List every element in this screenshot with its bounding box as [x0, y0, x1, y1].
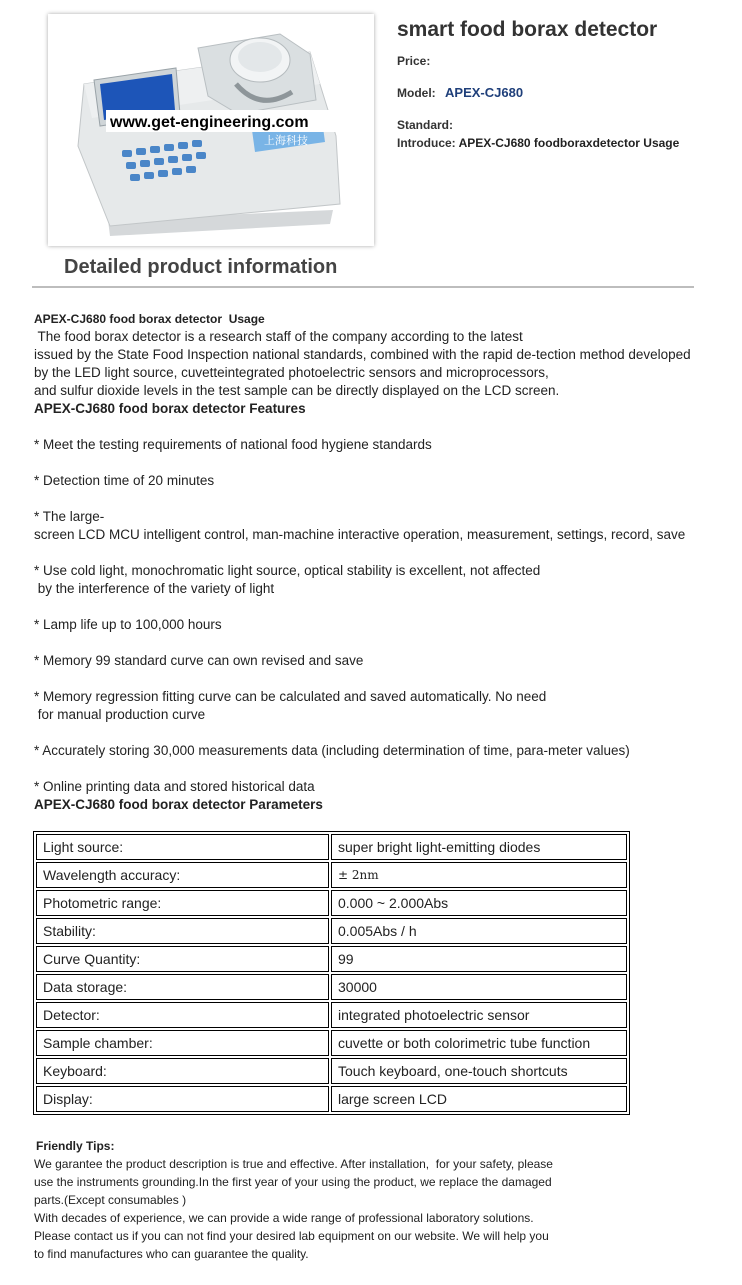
feature-item-continued: for manual production curve — [34, 707, 206, 722]
device-illustration — [48, 14, 374, 246]
tips-line: to find manufactures who can guarantee the quality. — [34, 1247, 309, 1261]
introduce-value: APEX-CJ680 foodboraxdetector Usage — [458, 136, 680, 150]
table-row — [36, 834, 627, 860]
section-divider — [32, 286, 694, 288]
param-key: Stability: — [36, 918, 329, 944]
param-key: Curve Quantity: — [36, 946, 329, 972]
tips-line: With decades of experience, we can provide a wide range of professional laboratory solutions. — [34, 1211, 534, 1225]
table-row — [36, 862, 627, 888]
tips-line: We garantee the product description is true and effective. After installation, for your safety, please — [34, 1157, 553, 1171]
param-value: super bright light-emitting diodes — [331, 834, 627, 860]
table-row — [36, 1058, 627, 1084]
model-value: APEX-CJ680 — [445, 85, 524, 100]
model-label: Model: — [397, 86, 436, 100]
feature-item: * Memory regression fitting curve can be calculated and saved automatically. No need — [34, 689, 547, 704]
feature-item-continued: by the interference of the variety of light — [34, 581, 275, 596]
table-row — [36, 1086, 627, 1112]
table-row — [36, 946, 627, 972]
feature-item: * Detection time of 20 minutes — [34, 473, 215, 488]
param-key: Display: — [36, 1086, 329, 1112]
usage-heading: APEX-CJ680 food borax detector Usage — [34, 312, 265, 326]
param-value: ± 2nm — [331, 862, 627, 888]
product-image[interactable] — [48, 14, 374, 246]
feature-item: * Lamp life up to 100,000 hours — [34, 617, 222, 632]
param-value: large screen LCD — [331, 1086, 627, 1112]
param-value: 99 — [331, 946, 627, 972]
section-heading: Detailed product information — [64, 256, 338, 278]
friendly-tips — [34, 1137, 594, 1263]
introduce-row — [397, 136, 679, 150]
usage-line: and sulfur dioxide levels in the test sample can be directly displayed on the LCD screen. — [34, 383, 560, 398]
feature-item: * Memory 99 standard curve can own revised and save — [34, 653, 364, 668]
feature-item: * Use cold light, monochromatic light source, optical stability is excellent, not affected — [34, 563, 541, 578]
feature-item: * Online printing data and stored historical data — [34, 779, 315, 794]
table-row — [36, 1030, 627, 1056]
model-row — [397, 85, 523, 100]
param-key: Detector: — [36, 1002, 329, 1028]
standard-label: Standard: — [397, 118, 454, 132]
standard-row — [397, 117, 459, 132]
param-key: Light source: — [36, 834, 329, 860]
tips-line: use the instruments grounding.In the first year of your using the product, we replace the damaged — [34, 1175, 552, 1189]
table-row — [36, 1002, 627, 1028]
param-key: Wavelength accuracy: — [36, 862, 329, 888]
param-value: 30000 — [331, 974, 627, 1000]
param-key: Photometric range: — [36, 890, 329, 916]
tips-line: parts.(Except consumables ) — [34, 1193, 187, 1207]
features-heading: APEX-CJ680 food borax detector Features — [34, 401, 306, 416]
table-row — [36, 918, 627, 944]
price-label: Price: — [397, 54, 431, 68]
device-brand-text: 上海科技 — [264, 134, 308, 147]
tips-title: Friendly Tips: — [36, 1139, 115, 1153]
usage-line: issued by the State Food Inspection national standards, combined with the rapid de-tection method developed — [34, 347, 691, 362]
param-value: Touch keyboard, one-touch shortcuts — [331, 1058, 627, 1084]
tips-line: Please contact us if you can not find your desired lab equipment on our website. We will help you — [34, 1229, 549, 1243]
feature-item-continued: screen LCD MCU intelligent control, man-machine interactive operation, measurement, settings, record, save — [34, 527, 686, 542]
watermark-text: www.get-engineering.com — [110, 114, 309, 131]
param-key: Sample chamber: — [36, 1030, 329, 1056]
feature-item: * Meet the testing requirements of national food hygiene standards — [34, 437, 432, 452]
introduce-label: Introduce: — [397, 136, 456, 150]
feature-item: * The large- — [34, 509, 105, 524]
price-row — [397, 53, 436, 68]
product-description — [34, 310, 706, 814]
param-value: cuvette or both colorimetric tube function — [331, 1030, 627, 1056]
param-value: integrated photoelectric sensor — [331, 1002, 627, 1028]
param-value: 0.000 ~ 2.000Abs — [331, 890, 627, 916]
usage-line: The food borax detector is a research staff of the company according to the latest — [34, 329, 523, 344]
feature-item: * Accurately storing 30,000 measurements data (including determination of time, para-meter values) — [34, 743, 630, 758]
param-key: Keyboard: — [36, 1058, 329, 1084]
table-row — [36, 974, 627, 1000]
param-key: Data storage: — [36, 974, 329, 1000]
parameters-heading: APEX-CJ680 food borax detector Parameters — [34, 797, 323, 812]
table-row — [36, 890, 627, 916]
product-title: smart food borax detector — [397, 18, 658, 41]
usage-line: by the LED light source, cuvetteintegrated photoelectric sensors and microprocessors, — [34, 365, 549, 380]
parameters-table — [33, 831, 630, 1115]
param-value: 0.005Abs / h — [331, 918, 627, 944]
